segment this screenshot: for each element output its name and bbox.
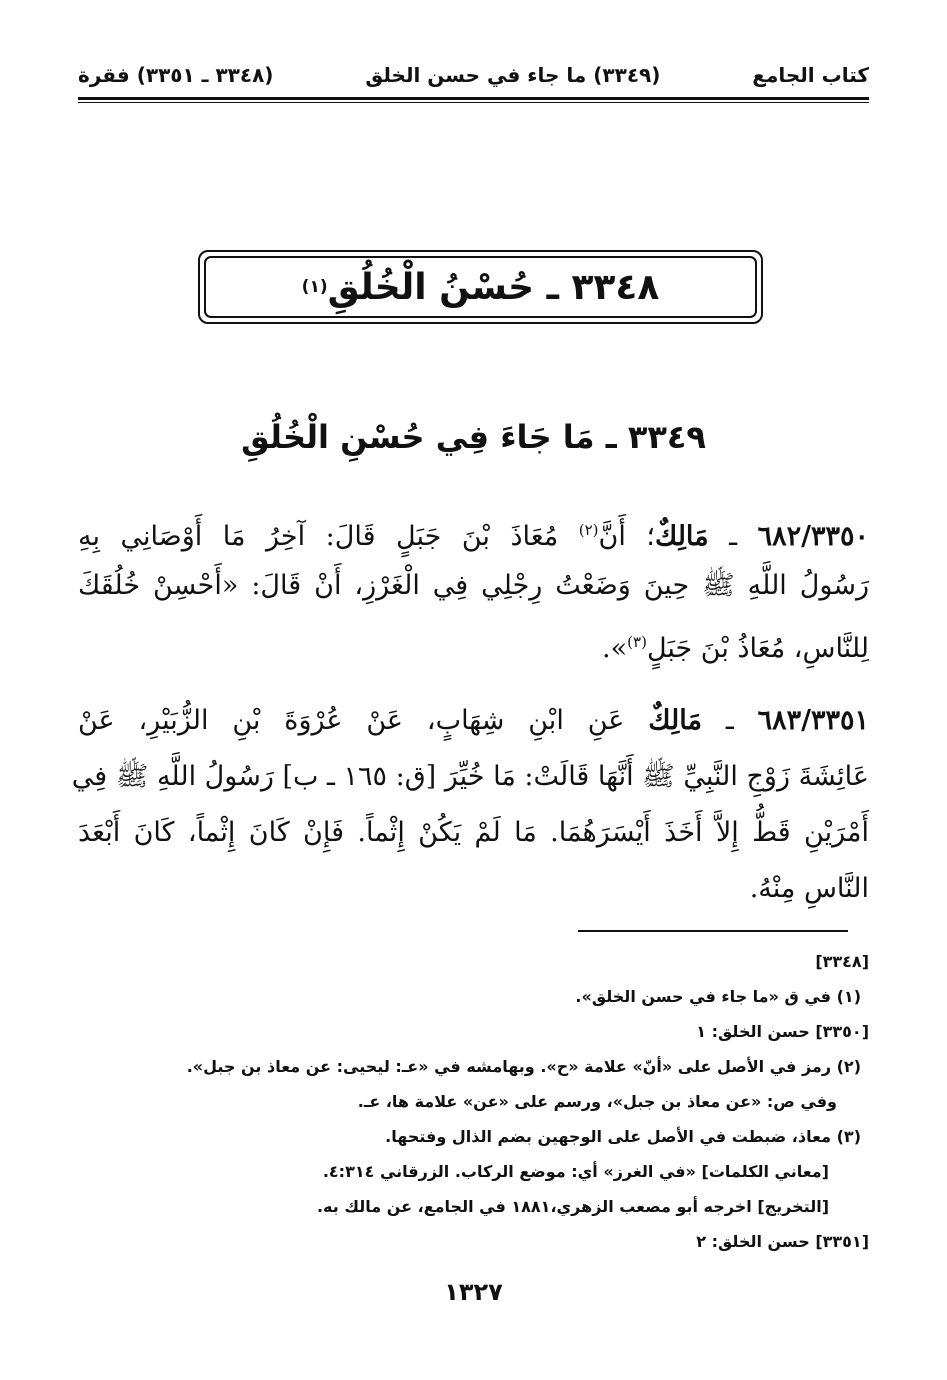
footnote-2: (٢) رمز في الأصل على «أنّ» علامة «ح». وبهامشه في «عـ: ليحيى: عن معاذ بن جبل». [186, 1057, 861, 1076]
hadith-2-line-2: عَائِشَةَ زَوْجِ النَّبِيِّ ﷺ أَنَّهَا قَالَتْ: مَا خُيِّرَ [ق: ١٦٥ ـ ب] رَسُولُ اللَّهِ ﷺ فِي [71, 761, 869, 792]
hadith-1-text-d: ». [602, 633, 628, 664]
footnote-group-3350: [٣٣٥٠] حسن الخلق: ١ [696, 1022, 869, 1041]
hadith-paragraph-1 [78, 502, 869, 670]
footnote-group-3351: [٣٣٥١] حسن الخلق: ٢ [696, 1232, 869, 1251]
running-header [78, 58, 869, 92]
section-title: ٣٣٤٩ ـ مَا جَاءَ فِي حُسْنِ الْخُلُقِ [241, 418, 706, 456]
footnote-3: (٣) معاذ، ضبطت في الأصل على الوجهين بضم الذال وفتحها. [385, 1127, 861, 1146]
word-meanings-label: [معاني الكلمات] [701, 1162, 829, 1181]
hadith-1-line-1: ٦٨٢/٣٣٥٠ ـ مَالِكٌ؛ أَنَّ$^{(٢)}$ مُعَاذَ بْنَ جَبَلٍ قَالَ: آخِرُ مَا أَوْصَانِي بِهِ [78, 521, 869, 552]
hadith-1-text-a: ؛ أَنَّ [598, 521, 655, 552]
footnote-group-3348: [٣٣٤٨] [815, 952, 869, 971]
footnote-2-continued: وفي ص: «عن معاذ بن جبل»، ورسم على «عن» علامة ها، عـ. [357, 1092, 837, 1111]
chapter-title: ٣٣٤٨ ـ حُسْنُ الْخُلُقِ [327, 266, 660, 308]
hadith-1-narrator: مَالِكٌ [654, 521, 709, 552]
header-section-title: (٣٣٤٩) ما جاء في حسن الخلق [365, 63, 661, 87]
chapter-title-frame [204, 256, 757, 318]
takhrij-label: [التخريج] [757, 1197, 829, 1216]
hadith-2-line-3: أَمْرَيْنِ قَطُّ إِلاَّ أَخَذَ أَيْسَرَهُمَا. مَا لَمْ يَكُنْ إِثْماً. فَإِنْ كَانَ إِثْماً، كَانَ أَبْعَدَ [78, 817, 869, 848]
hadith-2-line-4: النَّاسِ مِنْهُ. [749, 873, 869, 904]
takhrij-text: اخرجه أبو مصعب الزهري،١٨٨١ في الجامع، عن مالك به. [316, 1197, 758, 1216]
page-number: ١٣٢٧ [444, 1278, 503, 1306]
chapter-title-box [198, 250, 763, 324]
hadith-2-number: ٦٨٣/٣٣٥١ [757, 705, 870, 736]
hadith-1-text-b: مُعَاذَ بْنَ جَبَلٍ قَالَ: آخِرُ مَا أَوْصَانِي بِهِ [78, 521, 579, 552]
footnote-1: (١) في ق «ما جاء في حسن الخلق». [575, 987, 861, 1006]
header-paragraph-range: (٣٣٤٨ ـ ٣٣٥١) فقرة [78, 63, 274, 87]
hadith-1-line-2: رَسُولُ اللَّهِ ﷺ حِينَ وَضَعْتُ رِجْلِي فِي الْغَرْزِ، أَنْ قَالَ: «أَحْسِنْ خُلُقَكَ [78, 570, 869, 601]
hadith-1-text-c: لِلنَّاسِ، مُعَاذُ بْنَ جَبَلٍ [646, 633, 869, 664]
footnote-word-meanings [78, 1154, 869, 1189]
footnote-takhrij [78, 1189, 869, 1224]
word-meanings-text: «في الغرز» أي: موضع الركاب. الزرقاني ٤:٣١٤. [322, 1162, 702, 1181]
footnotes [78, 944, 869, 1259]
hadith-2-line-1: ٦٨٣/٣٣٥١ ـ مَالِكٌ عَنِ ابْنِ شِهَابٍ، عَنْ عُرْوَةَ بْنِ الزُّبَيْرِ، عَنْ [78, 705, 870, 736]
hadith-1-number: ٦٨٢/٣٣٥٠ [757, 521, 869, 552]
chapter-footnote-ref: (١) [301, 277, 328, 297]
hadith-paragraph-2 [71, 693, 870, 917]
hadith-1-line-3 [78, 614, 869, 670]
footnote-separator [578, 930, 848, 932]
header-rule [78, 97, 869, 103]
hadith-1-footnote-ref-2: (٢) [578, 521, 599, 539]
header-book-title: كتاب الجامع [752, 63, 869, 87]
hadith-1-footnote-ref-3: (٣) [627, 633, 647, 651]
hadith-2-text-a: عَنِ ابْنِ شِهَابٍ، عَنْ عُرْوَةَ بْنِ الزُّبَيْرِ، عَنْ [78, 705, 649, 736]
hadith-2-narrator: مَالِكٌ [648, 705, 702, 736]
